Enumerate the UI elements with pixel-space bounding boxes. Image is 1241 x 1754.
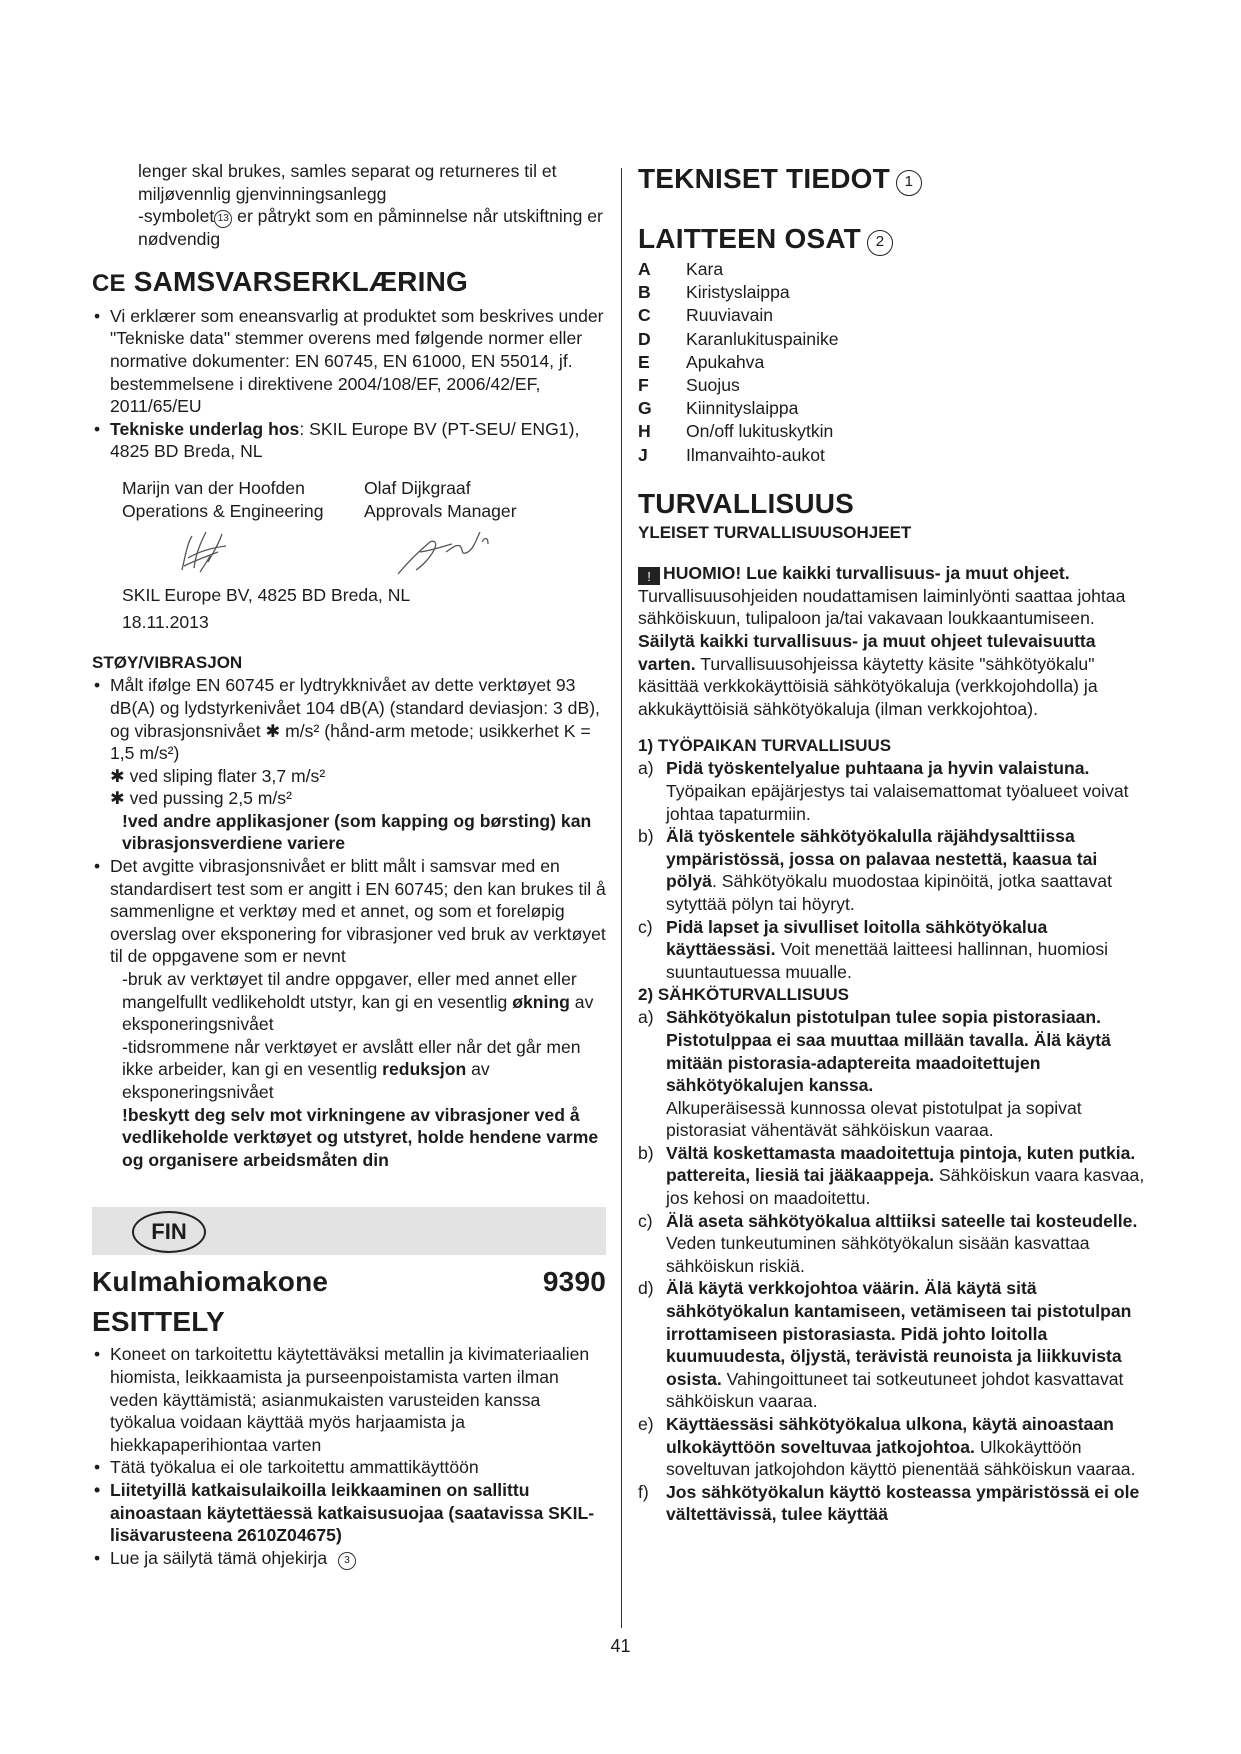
- part-name: Ilmanvaihto-aukot: [686, 444, 825, 465]
- part-name: Karanlukituspainike: [686, 328, 839, 349]
- list-item: e) Käyttäessäsi sähkötyökalua ulkona, käytä ainoastaan ulkokäyttöön soveltuvaa jatkojohtoa. Ulkokäyttöön soveltuvan jatkojohdon käyttö pienentää sähköiskun vaaraa.: [638, 1414, 1136, 1480]
- signer-2-name: Olaf Dijkgraaf: [364, 477, 471, 498]
- part-name: Apukahva: [686, 351, 765, 372]
- date: 18.11.2013: [122, 611, 209, 632]
- list-item: f) Jos sähkötyökalun käyttö kosteassa ympäristössä ei ole vältettävissä, tulee käyttää: [638, 1481, 1140, 1525]
- ref-2-icon: 2: [867, 230, 893, 256]
- noise-list: [92, 674, 606, 1171]
- noise-heading: STØY/VIBRASJON: [92, 653, 243, 673]
- list-item: • Vi erklærer som eneansvarlig at produktet som beskrives under "Tekniske data" stemmer overens med følgende normer eller normative dokumenter: EN 60745, EN 61000, EN 55014, jf. bestemmelsene i direktivene 2004/108/EF, 2006/42/EF, 2011/65/EU: [92, 305, 606, 418]
- disposal-continued: lenger skal brukes, samles separat og returneres til et miljøvennlig gjenvinningsanlegg -symbolet 13 er påtrykt som en påminnelse når utskiftning er nødvendig: [138, 161, 603, 250]
- ref-13-icon: 13: [214, 210, 232, 228]
- list-item: • Lue ja säilytä tämä ohjekirja 3: [92, 1547, 606, 1570]
- part-letter: F: [638, 375, 649, 396]
- tech-data-heading: TEKNISET TIEDOT 1: [638, 162, 1152, 196]
- signer-1-role: Operations & Engineering: [122, 500, 324, 521]
- section-2-heading: 2) SÄHKÖTURVALLISUUS: [638, 985, 849, 1005]
- list-item: • Koneet on tarkoitettu käytettäväksi metallin ja kivimateriaalien hiomista, leikkaamista ja purseenpoistamista varten ilman veden käyttämistä; asianmukaisten varusteiden kanssa työkalua voidaan käyttää myös harjaamista ja hiekkapaperihiontaa varten: [92, 1343, 606, 1456]
- list-item: • Liitetyillä katkaisulaikoilla leikkaaminen on sallittu ainoastaan käytettäessä katkaisusuojaa (saatavissa SKIL-lisävarusteena 2610Z04675): [92, 1479, 606, 1547]
- part-letter: H: [638, 421, 651, 442]
- list-item: a) Pidä työskentelyalue puhtaana ja hyvin valaistuna. Työpaikan epäjärjestys tai valaisemattomat työalueet voivat johtaa tapaturmiin.: [638, 758, 1129, 824]
- list-item: a) Sähkötyökalun pistotulpan tulee sopia pistorasiaan. Pistotulppaa ei saa muuttaa millään tavalla. Älä käytä mitään pistorasia-adaptereita maadoitettujen sähkötyökalujen kanssa. Alkuperäisessä kunnossa olevat pistotulpat ja sopivat pistorasiat vähentävät sähköiskun vaaraa.: [638, 1007, 1111, 1141]
- part-letter: B: [638, 282, 651, 303]
- intro-heading: ESITTELY: [92, 1306, 225, 1338]
- part-name: Kiristyslaippa: [686, 282, 790, 303]
- language-band: [92, 1207, 606, 1255]
- intro-list: [92, 1343, 606, 1569]
- ref-3-icon: 3: [338, 1552, 356, 1570]
- list-item: • Tekniske underlag hos: SKIL Europe BV (PT-SEU/ ENG1), 4825 BD Breda, NL: [92, 418, 606, 463]
- section-1-heading: 1) TYÖPAIKAN TURVALLISUUS: [638, 736, 892, 756]
- part-name: Ruuviavain: [686, 305, 774, 326]
- right-column: [638, 162, 1152, 1526]
- ce-mark-icon: CE: [92, 269, 126, 297]
- part-letter: G: [638, 398, 652, 419]
- product-number: 9390: [542, 1266, 606, 1298]
- section-2-items: [638, 1006, 1152, 1526]
- left-column: [92, 160, 606, 1570]
- signer-2-role: Approvals Manager: [364, 500, 517, 521]
- list-item: • Målt ifølge EN 60745 er lydtrykknivået av dette verktøyet 93 dB(A) og lydstyrkenivået 104 dB(A) (standard deviasjon: 3 dB), og vibrasjonsnivået ✱ m/s² (hånd-arm metode; usikkerhet K = 1,5 m/s²) ✱ ved sliping flater 3,7 m/s² ✱ ved pussing 2,5 m/s² !ved andre applikasjoner (som kapping og børsting) kan vibrasjonsverdiene variere: [92, 674, 606, 855]
- signer-1-name: Marijn van der Hoofden: [122, 477, 305, 498]
- part-letter: J: [638, 444, 648, 465]
- part-name: Kara: [686, 259, 724, 279]
- safety-subheading: YLEISET TURVALLISUUSOHJEET: [638, 522, 912, 542]
- part-letter: C: [638, 305, 651, 326]
- conformity-list: [92, 305, 606, 463]
- list-item: b) Älä työskentele sähkötyökalulla räjähdysalttiissa ympäristössä, jossa on palavaa nestettä, kaasua tai pölyä. Sähkötyökalu muodostaa kipinöitä, jotka saattavat sytyttää pölyn tai höyryt.: [638, 826, 1112, 914]
- list-item: • Tätä työkalua ei ole tarkoitettu ammattikäyttöön: [92, 1456, 606, 1479]
- list-item: d) Älä käytä verkkojohtoa väärin. Älä käytä sitä sähkötyökalun kantamiseen, vetämiseen tai pistotulpan irrottamiseen pistorasiasta. Pidä johto loitolla kuumuudesta, öljystä, terävistä reunoista ja liikkuvista osista. Vahingoittuneet tai sotkeutuneet johdot kasvattavat sähköiskun vaaraa.: [638, 1278, 1132, 1412]
- company-line: SKIL Europe BV, 4825 BD Breda, NL: [122, 585, 411, 606]
- list-item: b) Vältä koskettamasta maadoitettuja pintoja, kuten putkia. pattereita, liesiä tai jääkaappeja. Sähköiskun vaara kasvaa, jos kehosi on maadoitettu.: [638, 1142, 1145, 1209]
- parts-heading: LAITTEEN OSAT 2: [638, 222, 1152, 256]
- language-badge: FIN: [132, 1211, 206, 1253]
- product-name: Kulmahiomakone: [92, 1266, 329, 1298]
- part-letter: E: [638, 351, 650, 372]
- general-warning: ! HUOMIO! Lue kaikki turvallisuus- ja muut ohjeet. Turvallisuusohjeiden noudattamisen laiminlyönti saattaa johtaa sähköiskuun, tulipaloon ja/tai vakavaan loukkaantumiseen. Säilytä kaikki turvallisuus- ja muut ohjeet tulevaisuutta varten. Turvallisuusohjeissa käytetty käsite "sähkötyökalu" käsittää verkkokäyttöisiä sähkötyökaluja (verkkojohdolla) ja akkukäyttöisiä sähkötyökaluja (ilman verkkojohtoa).: [638, 562, 1126, 719]
- signature-1-icon: [122, 522, 272, 582]
- conformity-heading: CE SAMSVARSERKLÆRING: [92, 265, 468, 297]
- section-1-items: [638, 757, 1152, 983]
- signature-2-icon: [364, 522, 524, 582]
- list-item: • Det avgitte vibrasjonsnivået er blitt målt i samsvar med en standardisert test som er angitt i EN 60745; den kan brukes til å sammenligne et verktøy med et annet, og som et foreløpig overslag over eksponering for vibrasjoner ved bruk av verktøyet til de oppgavene som er nevnt -bruk av verktøyet til andre oppgaver, eller med annet eller mangelfullt vedlikeholdt utstyr, kan gi en vesentlig økning av eksponeringsnivået -tidsrommene når verktøyet er avslått eller når det går men ikke arbeider, kan gi en vesentlig reduksjon av eksponeringsnivået !beskytt deg selv mot virkningene av vibrasjoner ved å vedlikeholde verktøyet og utstyret, holde hendene varme og organisere arbeidsmåten din: [92, 855, 606, 1171]
- column-divider: [621, 168, 622, 1628]
- ref-1-icon: 1: [896, 170, 922, 196]
- page-number: 41: [610, 1636, 631, 1656]
- list-item: c) Pidä lapset ja sivulliset loitolla sähkötyökalua käyttäessäsi. Voit menettää laitteesi hallinnan, huomiosi suuntautuessa muualle.: [638, 916, 1109, 982]
- part-letter: A: [638, 259, 651, 279]
- list-item: c) Älä aseta sähkötyökalua alttiiksi sateelle tai kosteudelle. Veden tunkeutuminen sähkötyökalun sisään kasvattaa sähköiskun riskiä.: [638, 1210, 1138, 1276]
- product-title-row: [92, 1265, 606, 1299]
- part-name: On/off lukituskytkin: [686, 421, 834, 442]
- part-name: Kiinnityslaippa: [686, 398, 799, 419]
- safety-heading: TURVALLISUUS: [638, 487, 855, 519]
- part-name: Suojus: [686, 375, 740, 396]
- part-letter: D: [638, 328, 651, 349]
- parts-list: [638, 258, 1152, 467]
- signatures: [92, 477, 606, 633]
- warning-icon: !: [638, 567, 660, 585]
